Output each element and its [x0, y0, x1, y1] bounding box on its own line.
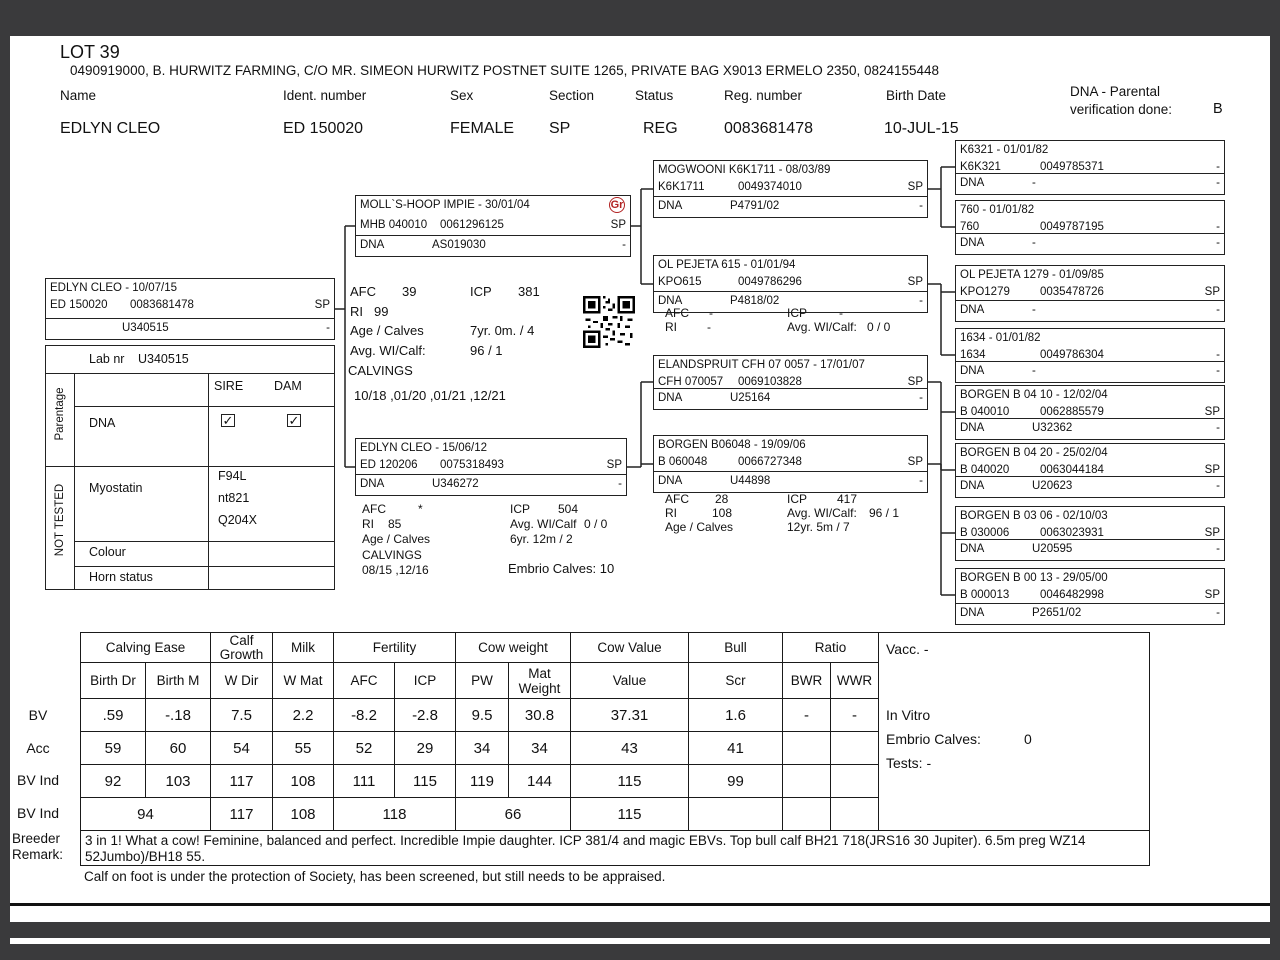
dna-label: DNA — [360, 478, 385, 490]
section-value: SP — [549, 120, 571, 137]
colour-label: Colour — [89, 545, 126, 559]
pedigree-box-paternal-granddam — [653, 255, 928, 313]
dna-label: DNA — [960, 607, 985, 619]
animal-title: OL PEJETA 1279 - 01/09/85 — [960, 269, 1104, 281]
animal-id: 1634 — [960, 349, 986, 361]
group-cow-value: Cow Value — [571, 633, 689, 663]
dna-verification-value: B — [1213, 101, 1223, 117]
dna-label: DNA — [658, 200, 683, 212]
pedigree-box-ggp-3 — [955, 265, 1225, 322]
ri-label: RI — [362, 517, 374, 531]
dna-label: DNA — [658, 295, 683, 307]
dna-value: U20595 — [1032, 543, 1073, 555]
dna-label: DNA — [960, 365, 985, 377]
dna-label: DNA — [658, 475, 683, 487]
icp-label: ICP — [510, 502, 531, 516]
maternal-granddam-stats — [665, 492, 925, 538]
col-afc: AFC — [334, 663, 395, 699]
qr-code — [583, 296, 635, 348]
cell: 52 — [334, 732, 395, 765]
cell: 115 — [571, 765, 689, 798]
group-ratio: Ratio — [783, 633, 879, 663]
cell: 115 — [571, 798, 689, 831]
dna-value: P2651/02 — [1032, 607, 1082, 619]
icp-value: 417 — [837, 492, 858, 506]
animal-reg: 0049787195 — [1040, 221, 1104, 233]
dash: - — [1216, 177, 1220, 189]
parentage-section-label: Parentage — [54, 387, 66, 441]
animal-reg: 0062885579 — [1040, 406, 1104, 418]
dash: - — [1216, 422, 1220, 434]
row-label-bv-ind: BV Ind — [16, 772, 60, 788]
cell: 108 — [273, 798, 334, 831]
myostatin-value-3: Q204X — [218, 513, 257, 527]
avg-wi-calf-label: Avg. WI/Calf: — [787, 320, 857, 334]
animal-id: KPO615 — [658, 276, 702, 288]
cell: 29 — [395, 732, 456, 765]
icp-value: - — [839, 306, 843, 320]
cell: 41 — [689, 732, 783, 765]
dna-value: U346272 — [432, 478, 479, 490]
cell: -2.8 — [395, 699, 456, 732]
not-tested-section-label: NOT TESTED — [54, 483, 66, 557]
section-code: SP — [1204, 527, 1220, 539]
animal-reg: 0063023931 — [1040, 527, 1104, 539]
bv-ind-row — [81, 765, 879, 798]
dam-column-header: DAM — [274, 379, 302, 393]
dam-dna-checkbox: ✓ — [288, 413, 300, 428]
age-calves-label: Age / Calves — [665, 520, 734, 534]
divider — [74, 406, 334, 407]
animal-title: K6321 - 01/01/82 — [960, 144, 1049, 156]
animal-title: MOLL`S-HOOP IMPIE - 30/01/04 — [360, 199, 530, 211]
animal-id: KPO1279 — [960, 286, 1010, 298]
icp-label: ICP — [470, 284, 492, 299]
acc-row — [81, 732, 879, 765]
dna-value: U44898 — [730, 475, 771, 487]
afc-label: AFC — [665, 306, 689, 320]
cell: 34 — [456, 732, 509, 765]
avg-wi-calf-label: Avg. WI/Calf — [510, 517, 577, 531]
section-code: - — [1216, 349, 1220, 361]
animal-id: ED 120206 — [360, 459, 418, 471]
dna-value: - — [1032, 365, 1036, 377]
paternal-granddam-stats — [665, 306, 925, 338]
cell: 103 — [146, 765, 211, 798]
ri-label: RI — [350, 304, 363, 319]
reg-number-label: Reg. number — [724, 88, 803, 103]
icp-label: ICP — [787, 306, 808, 320]
group-milk: Milk — [273, 633, 334, 663]
pedigree-box-ggp-6 — [955, 443, 1225, 498]
animal-id: 760 — [960, 221, 980, 233]
dna-value: U25164 — [730, 392, 771, 404]
bv-row — [81, 699, 879, 732]
lab-nr-value: U340515 — [138, 352, 189, 366]
pedigree-box-ggp-5 — [955, 385, 1225, 440]
avg-wi-calf-value: 96 / 1 — [869, 506, 900, 520]
cell: 66 — [456, 798, 571, 831]
age-calves-label: Age / Calves — [350, 323, 424, 338]
breeder-remark-text: 3 in 1! What a cow! Feminine, balanced and perfect. Incredible Impie daughter. ICP 381/4 and magic EBVs. Top bull calf BH21 718(JRS16 30 Jupiter). 6.5m preg WZ14 52Jumbo)/BH18 55. — [80, 830, 1150, 866]
dna-value: U20623 — [1032, 480, 1073, 492]
pedigree-box-ggp-2 — [955, 200, 1225, 255]
pedigree-box-ggp-8 — [955, 568, 1225, 625]
status-value: REG — [643, 120, 678, 137]
animal-title: BORGEN B 04 10 - 12/02/04 — [960, 389, 1108, 401]
birth-date-value: 10-JUL-15 — [884, 120, 959, 137]
pedigree-box-animal — [45, 278, 335, 340]
pedigree-box-maternal-granddam — [653, 435, 928, 493]
afc-label: AFC — [350, 284, 376, 299]
cell: 92 — [81, 765, 146, 798]
cell — [831, 732, 879, 765]
sub-header-row — [81, 663, 879, 699]
animal-reg: 0046482998 — [1040, 589, 1104, 601]
cell: 54 — [211, 732, 273, 765]
animal-reg: 0083681478 — [130, 299, 194, 311]
avg-wi-calf-label: Avg. WI/Calf: — [787, 506, 857, 520]
col-mat-weight: Mat Weight — [509, 663, 571, 699]
animal-reg: 0069103828 — [738, 376, 802, 388]
cell: 43 — [571, 732, 689, 765]
row-label-bv-ind-2: BV Ind — [16, 805, 60, 821]
scan-border-bottom-strip — [10, 938, 1270, 944]
animal-reg: 0049786296 — [738, 276, 802, 288]
divider — [74, 541, 334, 542]
avg-wi-calf-label: Avg. WI/Calf: — [350, 343, 426, 358]
animal-reg: 0075318493 — [440, 459, 504, 471]
icp-label: ICP — [787, 492, 808, 506]
horn-status-label: Horn status — [89, 570, 153, 584]
breeder-address: 0490919000, B. HURWITZ FARMING, C/O MR. SIMEON HURWITZ POSTNET SUITE 1265, PRIVATE BAG X9013 ERMELO 2350, 0824155448 — [70, 63, 940, 78]
sex-value: FEMALE — [450, 120, 515, 137]
myostatin-label: Myostatin — [89, 481, 143, 495]
ri-value: - — [707, 320, 711, 334]
section-label: Section — [549, 88, 595, 103]
cell: 2.2 — [273, 699, 334, 732]
animal-reg: 0049374010 — [738, 181, 802, 193]
cell — [689, 798, 783, 831]
sire-dna-checkbox: ✓ — [222, 413, 234, 428]
afc-value: - — [709, 306, 713, 320]
animal-title: BORGEN B 04 20 - 25/02/04 — [960, 447, 1108, 459]
lot-number: LOT 39 — [60, 42, 120, 62]
cell — [831, 798, 879, 831]
age-calves-value: 6yr. 12m / 2 — [510, 532, 573, 546]
animal-title: 760 - 01/01/82 — [960, 204, 1035, 216]
animal-id: B 040010 — [960, 406, 1010, 418]
dna-label: DNA — [960, 177, 985, 189]
cell: 60 — [146, 732, 211, 765]
pedigree-box-ggp-7 — [955, 506, 1225, 561]
cell: 30.8 — [509, 699, 571, 732]
cell: 9.5 — [456, 699, 509, 732]
icp-value: 504 — [558, 502, 579, 516]
afc-label: AFC — [362, 502, 386, 516]
name-label: Name — [60, 88, 97, 103]
animal-title: BORGEN B 00 13 - 29/05/00 — [960, 572, 1108, 584]
group-calving-ease: Calving Ease — [81, 633, 211, 663]
scan-border-top — [0, 0, 1280, 36]
animal-reg: 0049786304 — [1040, 349, 1104, 361]
animal-id: ED 150020 — [50, 299, 108, 311]
dash: - — [919, 295, 923, 307]
animal-reg: 0049785371 — [1040, 161, 1104, 173]
dash: - — [919, 475, 923, 487]
afc-label: AFC — [665, 492, 689, 506]
dna-value: - — [1032, 237, 1036, 249]
cell: 117 — [211, 765, 273, 798]
calvings-label: CALVINGS — [348, 363, 413, 378]
cell: 99 — [689, 765, 783, 798]
tests-info: Tests: - — [886, 755, 932, 771]
dna-verification-label-2: verification done: — [1070, 102, 1173, 117]
col-birth-m: Birth M — [146, 663, 211, 699]
pedigree-box-maternal-grandsire — [653, 355, 928, 410]
ri-value: 108 — [712, 506, 733, 520]
afc-value: 28 — [715, 492, 729, 506]
dam-stats — [362, 502, 642, 582]
group-calf-growth: Calf Growth — [211, 633, 273, 663]
section-code: SP — [1204, 406, 1220, 418]
dna-label: DNA — [360, 239, 385, 251]
avg-wi-calf-value: 0 / 0 — [867, 320, 891, 334]
dna-value: - — [1032, 304, 1036, 316]
age-calves-label: Age / Calves — [362, 532, 431, 546]
animal-id: B 000013 — [960, 589, 1010, 601]
dna-value: P4818/02 — [730, 295, 780, 307]
pedigree-box-ggp-4 — [955, 328, 1225, 383]
pedigree-box-paternal-grandsire — [653, 160, 928, 218]
ident-value: ED 150020 — [283, 120, 364, 137]
section-code: SP — [907, 376, 923, 388]
animal-reg: 0035478726 — [1040, 286, 1104, 298]
section-code: SP — [610, 219, 626, 231]
dash: - — [1216, 237, 1220, 249]
breed-society-logo-icon: Gr — [610, 199, 624, 211]
calvings-value: 10/18 ,01/20 ,01/21 ,12/21 — [354, 388, 506, 403]
section-code: SP — [1204, 589, 1220, 601]
section-code: - — [1216, 221, 1220, 233]
breeder-remark-label-1: Breeder — [12, 831, 61, 846]
col-w-mat: W Mat — [273, 663, 334, 699]
animal-id: B 030006 — [960, 527, 1010, 539]
animal-id: K6K321 — [960, 161, 1001, 173]
status-label: Status — [635, 88, 674, 103]
cell: 1.6 — [689, 699, 783, 732]
animal-id: MHB 040010 — [360, 219, 428, 231]
dna-label: DNA — [960, 422, 985, 434]
embrio-calves: Embrio Calves: 10 — [508, 561, 615, 576]
vacc-info: Vacc. - — [886, 641, 929, 657]
animal-title: 1634 - 01/01/82 — [960, 332, 1041, 344]
section-code: SP — [1204, 464, 1220, 476]
in-vitro-label: In Vitro — [886, 707, 931, 723]
group-bull: Bull — [689, 633, 783, 663]
animal-id: CFH 070057 — [658, 376, 724, 388]
dna-row-label: DNA — [89, 416, 116, 430]
col-birth-dr: Birth Dr — [81, 663, 146, 699]
animal-title: OL PEJETA 615 - 01/01/94 — [658, 259, 796, 271]
dash: - — [326, 322, 330, 334]
sire-column-header: SIRE — [214, 379, 244, 393]
animal-title: EDLYN CLEO - 10/07/15 — [50, 282, 177, 294]
dna-value: - — [1032, 177, 1036, 189]
dna-verification-label-1: DNA - Parental — [1070, 84, 1161, 99]
pedigree-box-sire — [355, 195, 631, 257]
animal-reg: 0061296125 — [440, 219, 504, 231]
dash: - — [919, 392, 923, 404]
group-cow-weight: Cow weight — [456, 633, 571, 663]
dna-value: U32362 — [1032, 422, 1073, 434]
animal-title: BORGEN B06048 - 19/09/06 — [658, 439, 806, 451]
cell: 111 — [334, 765, 395, 798]
col-value: Value — [571, 663, 689, 699]
section-code: SP — [907, 456, 923, 468]
cell: 115 — [395, 765, 456, 798]
cell: .59 — [81, 699, 146, 732]
divider — [74, 566, 334, 567]
section-code: SP — [907, 181, 923, 193]
side-info-panel — [878, 632, 1150, 830]
dna-label: DNA — [960, 543, 985, 555]
section-code: SP — [1204, 286, 1220, 298]
cell: -.18 — [146, 699, 211, 732]
lab-parentage-box — [45, 345, 335, 590]
col-w-dir: W Dir — [211, 663, 273, 699]
animal-title: ELANDSPRUIT CFH 07 0057 - 17/01/07 — [658, 359, 865, 371]
animal-id: B 040020 — [960, 464, 1010, 476]
section-code: SP — [314, 299, 330, 311]
cell: 94 — [81, 798, 211, 831]
dash: - — [1216, 365, 1220, 377]
cell: - — [783, 699, 831, 732]
ri-label: RI — [665, 506, 677, 520]
cell — [831, 765, 879, 798]
age-calves-value: 7yr. 0m. / 4 — [470, 323, 535, 338]
dna-value: P4791/02 — [730, 200, 780, 212]
row-label-bv: BV — [28, 707, 48, 723]
sex-label: Sex — [450, 88, 474, 103]
ri-value: 85 — [388, 517, 402, 531]
dna-label: DNA — [960, 304, 985, 316]
footer-divider — [10, 903, 1270, 906]
avg-wi-calf-value: 96 / 1 — [470, 343, 503, 358]
row-label-acc: Acc — [26, 740, 50, 756]
divider — [46, 373, 334, 374]
cell — [783, 732, 831, 765]
breeder-remark-label-2: Remark: — [12, 847, 64, 862]
cell: 144 — [509, 765, 571, 798]
embrio-calves-value: 0 — [1024, 731, 1032, 747]
dash: - — [618, 478, 622, 490]
cell: 55 — [273, 732, 334, 765]
age-calves-value: 12yr. 5m / 7 — [787, 520, 850, 534]
ri-label: RI — [665, 320, 677, 334]
dash: - — [1216, 607, 1220, 619]
cell: 119 — [456, 765, 509, 798]
col-scr: Scr — [689, 663, 783, 699]
afc-value: * — [418, 502, 423, 516]
dash: - — [1216, 543, 1220, 555]
embrio-calves-label: Embrio Calves: — [886, 731, 981, 747]
animal-reg: 0063044184 — [1040, 464, 1104, 476]
avg-wi-calf-value: 0 / 0 — [584, 517, 608, 531]
lab-nr-label: Lab nr — [89, 352, 125, 366]
dna-value: U340515 — [122, 322, 169, 334]
group-fertility: Fertility — [334, 633, 456, 663]
animal-id: B 060048 — [658, 456, 708, 468]
dash: - — [1216, 304, 1220, 316]
animal-id: K6K1711 — [658, 181, 705, 193]
pedigree-box-ggp-1 — [955, 140, 1225, 195]
cell: - — [831, 699, 879, 732]
dash: - — [1216, 480, 1220, 492]
group-header-row — [81, 633, 879, 663]
dna-label: DNA — [960, 480, 985, 492]
animal-title: BORGEN B 03 06 - 02/10/03 — [960, 510, 1108, 522]
afc-value: 39 — [402, 284, 417, 299]
dash: - — [622, 239, 626, 251]
bv-ind-combined-row — [81, 798, 879, 831]
cell: 34 — [509, 732, 571, 765]
dna-value: AS019030 — [432, 239, 486, 251]
col-wwr: WWR — [831, 663, 879, 699]
dna-label: DNA — [960, 237, 985, 249]
col-bwr: BWR — [783, 663, 831, 699]
breeding-values-table — [80, 632, 879, 831]
ri-value: 99 — [374, 304, 389, 319]
dna-label: DNA — [658, 392, 683, 404]
divider — [46, 466, 334, 467]
cell: 108 — [273, 765, 334, 798]
cell — [783, 765, 831, 798]
cell: 59 — [81, 732, 146, 765]
pedigree-box-dam — [355, 438, 627, 496]
section-code: SP — [907, 276, 923, 288]
cell — [783, 798, 831, 831]
animal-reg: 0066727348 — [738, 456, 802, 468]
cell: -8.2 — [334, 699, 395, 732]
icp-value: 381 — [518, 284, 540, 299]
scan-border-right — [1270, 0, 1280, 960]
col-icp: ICP — [395, 663, 456, 699]
reg-number-value: 0083681478 — [724, 120, 813, 137]
society-footnote: Calf on foot is under the protection of Society, has been screened, but still needs to be appraised. — [84, 869, 666, 884]
cell: 7.5 — [211, 699, 273, 732]
myostatin-value-2: nt821 — [218, 491, 250, 505]
birth-date-label: Birth Date — [886, 88, 947, 103]
animal-title: MOGWOONI K6K1711 - 08/03/89 — [658, 164, 831, 176]
animal-name-value: EDLYN CLEO — [60, 120, 161, 137]
myostatin-value-1: F94L — [218, 469, 247, 483]
section-code: - — [1216, 161, 1220, 173]
ident-label: Ident. number — [283, 88, 367, 103]
section-code: SP — [606, 459, 622, 471]
cell: 117 — [211, 798, 273, 831]
cell: 118 — [334, 798, 456, 831]
calvings-label: CALVINGS — [362, 548, 422, 562]
calvings-value: 08/15 ,12/16 — [362, 563, 429, 577]
animal-title: EDLYN CLEO - 15/06/12 — [360, 442, 487, 454]
dash: - — [919, 200, 923, 212]
cell: 37.31 — [571, 699, 689, 732]
col-pw: PW — [456, 663, 509, 699]
